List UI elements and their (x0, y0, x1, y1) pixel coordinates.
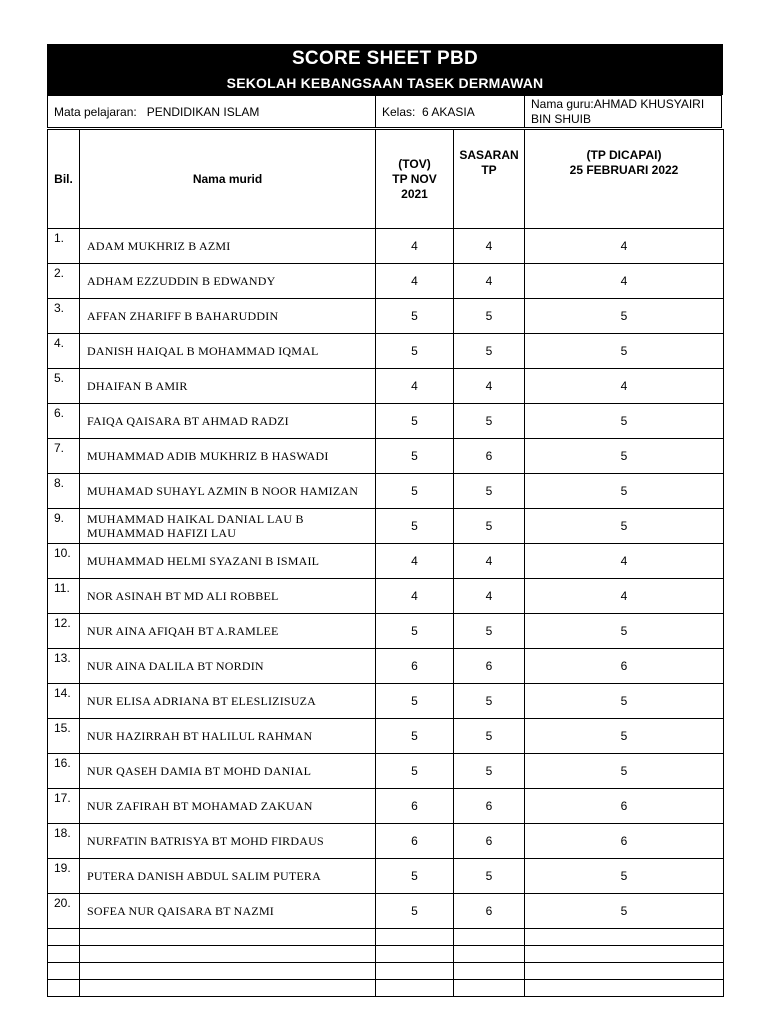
student-name: SOFEA NUR QAISARA BT NAZMI (80, 894, 376, 929)
header-tov-line1: (TOV) (398, 156, 431, 171)
header-achieved-line1: (TP DICAPAI) (586, 148, 662, 162)
empty-cell (525, 929, 724, 946)
row-number: 7. (48, 439, 80, 474)
tov-score: 5 (376, 334, 454, 369)
row-number: 13. (48, 649, 80, 684)
empty-cell (376, 929, 454, 946)
row-number: 9. (48, 509, 80, 544)
table-row (48, 404, 724, 439)
achieved-score: 4 (525, 229, 724, 264)
header-name (80, 130, 376, 229)
target-score: 5 (454, 719, 525, 754)
empty-cell (80, 963, 376, 980)
table-row (48, 894, 724, 929)
tov-score: 5 (376, 754, 454, 789)
empty-cell (48, 963, 80, 980)
table-row (48, 264, 724, 299)
target-score: 4 (454, 579, 525, 614)
row-number: 5. (48, 369, 80, 404)
tov-score: 5 (376, 859, 454, 894)
empty-cell (454, 963, 525, 980)
target-score: 5 (454, 299, 525, 334)
target-score: 5 (454, 474, 525, 509)
header-achieved-line2: 25 FEBRUARI 2022 (569, 163, 679, 177)
student-name: MUHAMMAD ADIB MUKHRIZ B HASWADI (80, 439, 376, 474)
row-number: 2. (48, 264, 80, 299)
info-row (47, 95, 722, 129)
tov-score: 5 (376, 439, 454, 474)
achieved-score: 6 (525, 824, 724, 859)
table-row (48, 719, 724, 754)
tov-score: 5 (376, 894, 454, 929)
row-number: 14. (48, 684, 80, 719)
empty-row (48, 980, 724, 997)
table-row (48, 824, 724, 859)
target-score: 5 (454, 509, 525, 544)
achieved-score: 5 (525, 299, 724, 334)
table-body (48, 229, 724, 997)
student-name: AFFAN ZHARIFF B BAHARUDDIN (80, 299, 376, 334)
table-row (48, 789, 724, 824)
row-number: 4. (48, 334, 80, 369)
target-score: 4 (454, 229, 525, 264)
header-target (454, 130, 525, 229)
tov-score: 6 (376, 649, 454, 684)
tov-score: 6 (376, 824, 454, 859)
target-score: 6 (454, 789, 525, 824)
table-row (48, 649, 724, 684)
table-row (48, 579, 724, 614)
table-row (48, 334, 724, 369)
class-cell (375, 95, 525, 128)
empty-cell (48, 980, 80, 997)
achieved-score: 5 (525, 404, 724, 439)
header-tov (376, 130, 454, 229)
achieved-score: 5 (525, 614, 724, 649)
table-row (48, 509, 724, 544)
tov-score: 5 (376, 719, 454, 754)
student-name: NUR AINA AFIQAH BT A.RAMLEE (80, 614, 376, 649)
target-score: 5 (454, 754, 525, 789)
table-row (48, 369, 724, 404)
empty-cell (80, 946, 376, 963)
table-row (48, 544, 724, 579)
empty-row (48, 963, 724, 980)
achieved-score: 5 (525, 859, 724, 894)
table-row (48, 229, 724, 264)
header-tov-line3: 2021 (401, 186, 428, 201)
tov-score: 5 (376, 474, 454, 509)
achieved-score: 5 (525, 334, 724, 369)
achieved-score: 5 (525, 894, 724, 929)
empty-row (48, 929, 724, 946)
row-number: 16. (48, 754, 80, 789)
empty-cell (376, 980, 454, 997)
student-name: NUR QASEH DAMIA BT MOHD DANIAL (80, 754, 376, 789)
header-bil-label: Bil. (54, 171, 73, 186)
student-name: NURFATIN BATRISYA BT MOHD FIRDAUS (80, 824, 376, 859)
tov-score: 6 (376, 789, 454, 824)
class-label: Kelas: 6 AKASIA (382, 105, 475, 119)
empty-cell (376, 946, 454, 963)
student-name: DHAIFAN B AMIR (80, 369, 376, 404)
student-name: NUR HAZIRRAH BT HALILUL RAHMAN (80, 719, 376, 754)
tov-score: 5 (376, 299, 454, 334)
teacher-cell (524, 95, 722, 128)
header-tov-line2: TP NOV (392, 171, 437, 186)
table-row (48, 439, 724, 474)
achieved-score: 5 (525, 754, 724, 789)
achieved-score: 6 (525, 789, 724, 824)
subject-label: Mata pelajaran: PENDIDIKAN ISLAM (54, 105, 260, 119)
score-table (47, 129, 724, 997)
header-achieved (525, 130, 724, 229)
table-row (48, 299, 724, 334)
student-name: MUHAMMAD HAIKAL DANIAL LAU B MUHAMMAD HAFIZI LAU (80, 509, 376, 544)
target-score: 4 (454, 369, 525, 404)
row-number: 17. (48, 789, 80, 824)
subject-cell (47, 95, 376, 128)
tov-score: 4 (376, 369, 454, 404)
achieved-score: 4 (525, 264, 724, 299)
empty-row (48, 946, 724, 963)
empty-cell (48, 946, 80, 963)
empty-cell (454, 929, 525, 946)
teacher-label: Nama guru:AHMAD KHUSYAIRI BIN SHUIB (531, 97, 705, 126)
header-name-label: Nama murid (192, 171, 263, 186)
header-target-line1: SASARAN (459, 148, 519, 162)
target-score: 5 (454, 334, 525, 369)
achieved-score: 6 (525, 649, 724, 684)
empty-cell (525, 980, 724, 997)
tov-score: 4 (376, 544, 454, 579)
achieved-score: 4 (525, 579, 724, 614)
achieved-score: 5 (525, 474, 724, 509)
row-number: 12. (48, 614, 80, 649)
header-bil (48, 130, 80, 229)
target-score: 6 (454, 649, 525, 684)
tov-score: 5 (376, 404, 454, 439)
student-name: DANISH HAIQAL B MOHAMMAD IQMAL (80, 334, 376, 369)
tov-score: 5 (376, 509, 454, 544)
row-number: 19. (48, 859, 80, 894)
table-row (48, 474, 724, 509)
title-bar (47, 44, 723, 95)
tov-score: 5 (376, 684, 454, 719)
empty-cell (454, 980, 525, 997)
target-score: 6 (454, 824, 525, 859)
achieved-score: 4 (525, 544, 724, 579)
row-number: 20. (48, 894, 80, 929)
empty-cell (525, 963, 724, 980)
target-score: 6 (454, 894, 525, 929)
empty-cell (454, 946, 525, 963)
table-header-row (48, 130, 724, 229)
tov-score: 4 (376, 229, 454, 264)
score-sheet (47, 44, 723, 918)
achieved-score: 5 (525, 509, 724, 544)
empty-cell (525, 946, 724, 963)
row-number: 8. (48, 474, 80, 509)
achieved-score: 5 (525, 719, 724, 754)
empty-cell (80, 980, 376, 997)
achieved-score: 5 (525, 684, 724, 719)
target-score: 6 (454, 439, 525, 474)
student-name: NUR ZAFIRAH BT MOHAMAD ZAKUAN (80, 789, 376, 824)
row-number: 15. (48, 719, 80, 754)
achieved-score: 5 (525, 439, 724, 474)
student-name: MUHAMAD SUHAYL AZMIN B NOOR HAMIZAN (80, 474, 376, 509)
header-target-line2: TP (481, 163, 497, 177)
row-number: 6. (48, 404, 80, 439)
empty-cell (80, 929, 376, 946)
row-number: 11. (48, 579, 80, 614)
tov-score: 4 (376, 579, 454, 614)
student-name: ADAM MUKHRIZ B AZMI (80, 229, 376, 264)
school-name: SEKOLAH KEBANGSAAN TASEK DERMAWAN (226, 75, 544, 91)
target-score: 5 (454, 684, 525, 719)
tov-score: 5 (376, 614, 454, 649)
empty-cell (48, 929, 80, 946)
target-score: 5 (454, 614, 525, 649)
table-row (48, 614, 724, 649)
target-score: 5 (454, 404, 525, 439)
student-name: FAIQA QAISARA BT AHMAD RADZI (80, 404, 376, 439)
sheet-title: SCORE SHEET PBD (291, 48, 479, 69)
tov-score: 4 (376, 264, 454, 299)
target-score: 5 (454, 859, 525, 894)
student-name: NUR AINA DALILA BT NORDIN (80, 649, 376, 684)
student-name: PUTERA DANISH ABDUL SALIM PUTERA (80, 859, 376, 894)
table-row (48, 754, 724, 789)
student-name: ADHAM EZZUDDIN B EDWANDY (80, 264, 376, 299)
student-name: NOR ASINAH BT MD ALI ROBBEL (80, 579, 376, 614)
table-row (48, 859, 724, 894)
empty-cell (376, 963, 454, 980)
target-score: 4 (454, 544, 525, 579)
achieved-score: 4 (525, 369, 724, 404)
student-name: NUR ELISA ADRIANA BT ELESLIZISUZA (80, 684, 376, 719)
row-number: 18. (48, 824, 80, 859)
row-number: 3. (48, 299, 80, 334)
target-score: 4 (454, 264, 525, 299)
table-row (48, 684, 724, 719)
row-number: 10. (48, 544, 80, 579)
student-name: MUHAMMAD HELMI SYAZANI B ISMAIL (80, 544, 376, 579)
row-number: 1. (48, 229, 80, 264)
